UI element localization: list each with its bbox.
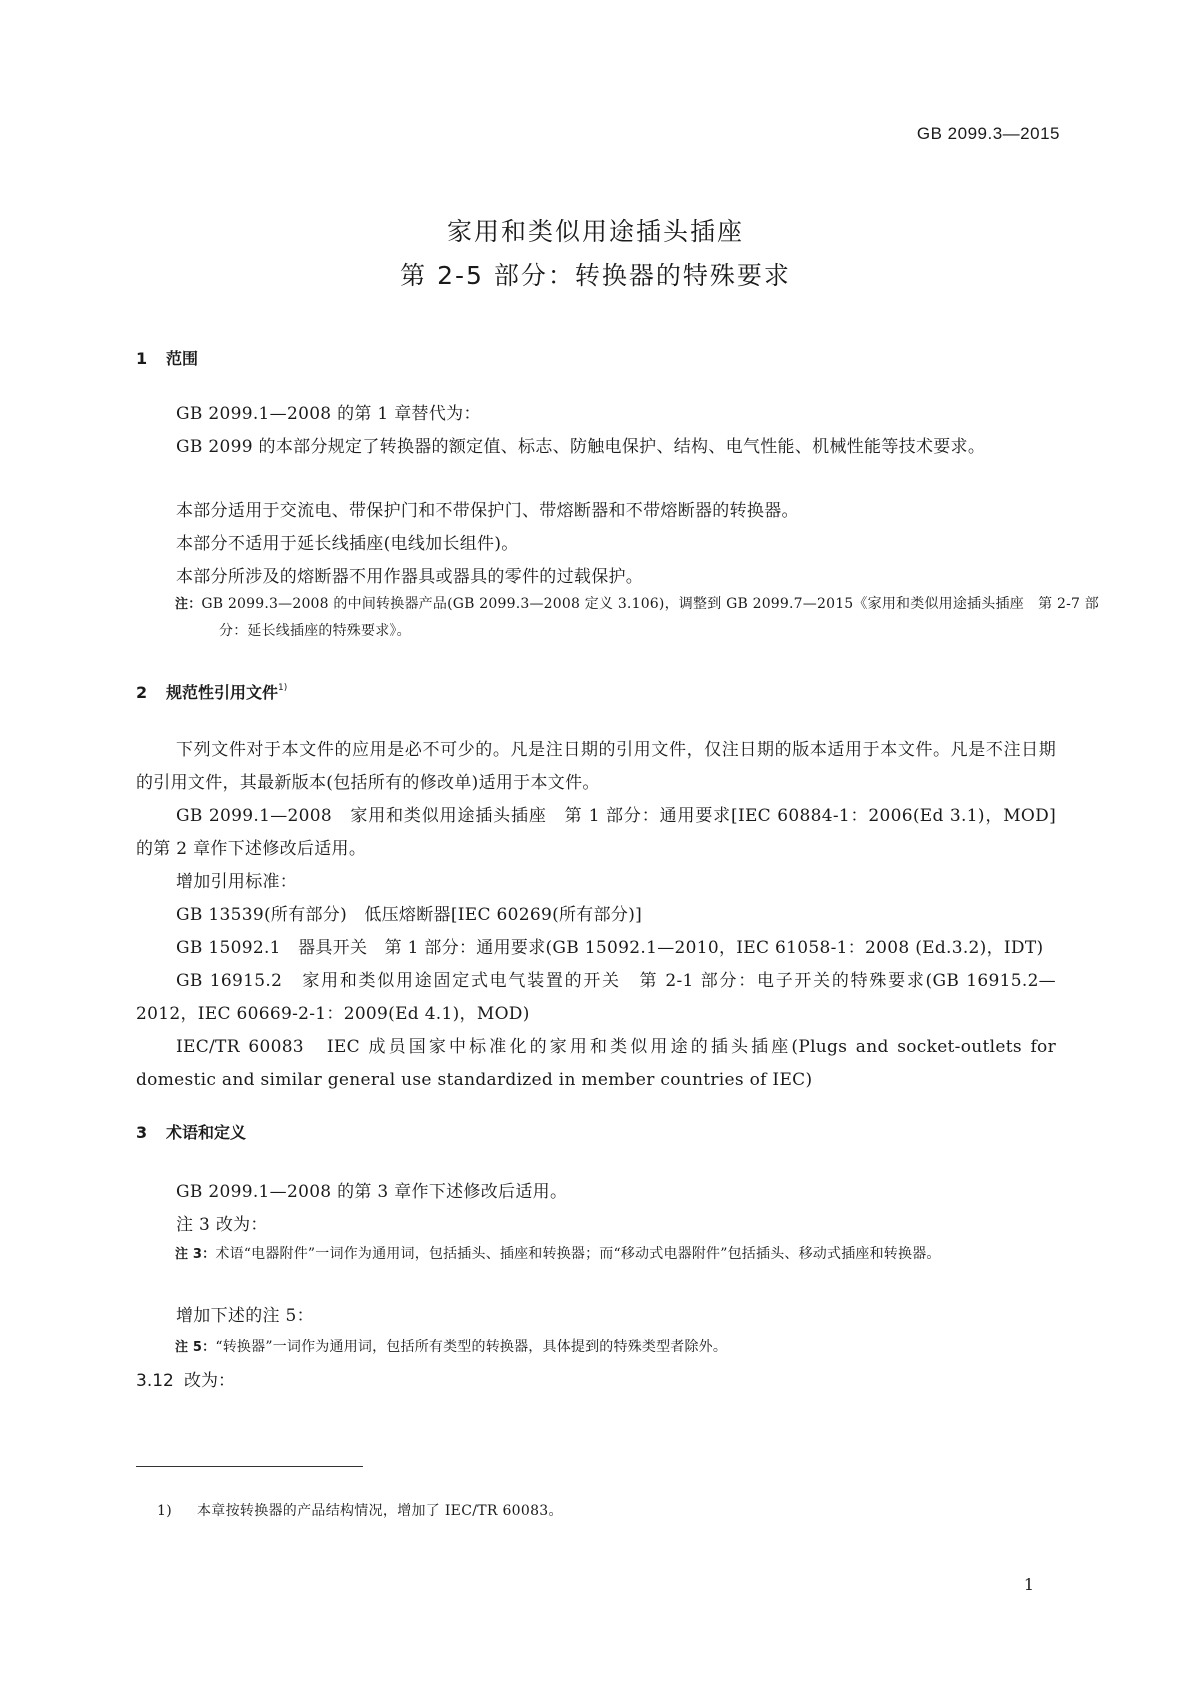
paragraph: GB 2099.1—2008 的第 1 章替代为： (176, 404, 481, 424)
section-title: 范围 (166, 349, 199, 368)
paragraph: 本部分适用于交流电、带保护门和不带保护门、带熔断器和不带熔断器的转换器。 (176, 501, 799, 521)
paragraph: 本部分所涉及的熔断器不用作器具或器具的零件的过载保护。 (176, 567, 644, 587)
section-title: 规范性引用文件 (166, 683, 279, 702)
paragraph: GB 16915.2 家用和类似用途固定式电气装置的开关 第 2-1 部分：电子开关的特殊要求(GB 16915.2—2012，IEC 60669-2-1：2009(Ed 4.1)，MOD) (136, 971, 1056, 1024)
section-number: 1 (136, 349, 148, 368)
section-3-heading (136, 1120, 246, 1143)
footnote-ref: 1) (278, 683, 288, 693)
footnote-divider (136, 1466, 363, 1467)
page-number: 1 (1023, 1575, 1034, 1594)
document-title-line1: 家用和类似用途插头插座 (446, 217, 744, 246)
paragraph: GB 13539(所有部分) 低压熔断器[IEC 60269(所有部分)] (176, 905, 643, 925)
note-label: 注： (175, 597, 202, 612)
footnote-mark: 1) (157, 1503, 172, 1519)
note-label: 注 3： (175, 1247, 216, 1262)
note-text: 术语“电器附件”一词作为通用词，包括插头、插座和转换器；而“移动式电器附件”包括插头、移动式插座和转换器。 (215, 1246, 941, 1262)
section-number: 2 (136, 683, 148, 702)
paragraph: GB 2099.1—2008 的第 3 章作下述修改后适用。 (176, 1182, 568, 1202)
note-label: 注 5： (175, 1340, 216, 1355)
paragraph: 下列文件对于本文件的应用是必不可少的。凡是注日期的引用文件，仅注日期的版本适用于本文件。凡是不注日期的引用文件，其最新版本(包括所有的修改单)适用于本文件。 (136, 740, 1056, 793)
note-5 (175, 1334, 1099, 1361)
paragraph: 本部分不适用于延长线插座(电线加长组件)。 (176, 534, 519, 554)
standard-code: GB 2099.3—2015 (916, 124, 1060, 143)
paragraph: GB 2099 的本部分规定了转换器的额定值、标志、防触电保护、结构、电气性能、机械性能等技术要求。 (176, 437, 986, 457)
section-number: 3 (136, 1123, 148, 1142)
subclause-text: 改为： (184, 1371, 235, 1391)
paragraph: 注 3 改为： (176, 1215, 268, 1235)
footnote (157, 1500, 563, 1520)
paragraph: IEC/TR 60083 IEC 成员国家中标准化的家用和类似用途的插头插座(Plugs and socket-outlets for domestic and similar general use standardized in member countries of IEC) (136, 1037, 1056, 1090)
section-title: 术语和定义 (166, 1123, 247, 1142)
subclause-number: 3.12 (136, 1371, 174, 1391)
document-title-line2: 第 2-5 部分：转换器的特殊要求 (400, 261, 791, 290)
paragraph: GB 15092.1 器具开关 第 1 部分：通用要求(GB 15092.1—2010，IEC 61058-1：2008 (Ed.3.2)，IDT) (176, 938, 1044, 958)
section-1-heading (136, 346, 198, 369)
paragraph: GB 2099.1—2008 家用和类似用途插头插座 第 1 部分：通用要求[IEC 60884-1：2006(Ed 3.1)，MOD]的第 2 章作下述修改后适用。 (136, 806, 1056, 859)
footnote-text: 本章按转换器的产品结构情况，增加了 IEC/TR 60083。 (197, 1503, 563, 1519)
note-3 (175, 1241, 1099, 1268)
paragraph: 增加下述的注 5： (176, 1306, 314, 1326)
note-text: GB 2099.3—2008 的中间转换器产品(GB 2099.3—2008 定义 3.106)，调整到 GB 2099.7—2015《家用和类似用途插头插座 第 2-7 部分：延长线插座的特殊要求》。 (201, 596, 1099, 639)
paragraph: 增加引用标准： (176, 872, 298, 892)
subclause-3-12 (136, 1366, 235, 1391)
section-2-heading (136, 680, 287, 703)
note-text: “转换器”一词作为通用词，包括所有类型的转换器，具体提到的特殊类型者除外。 (215, 1339, 728, 1355)
section-1-note (175, 591, 1099, 645)
